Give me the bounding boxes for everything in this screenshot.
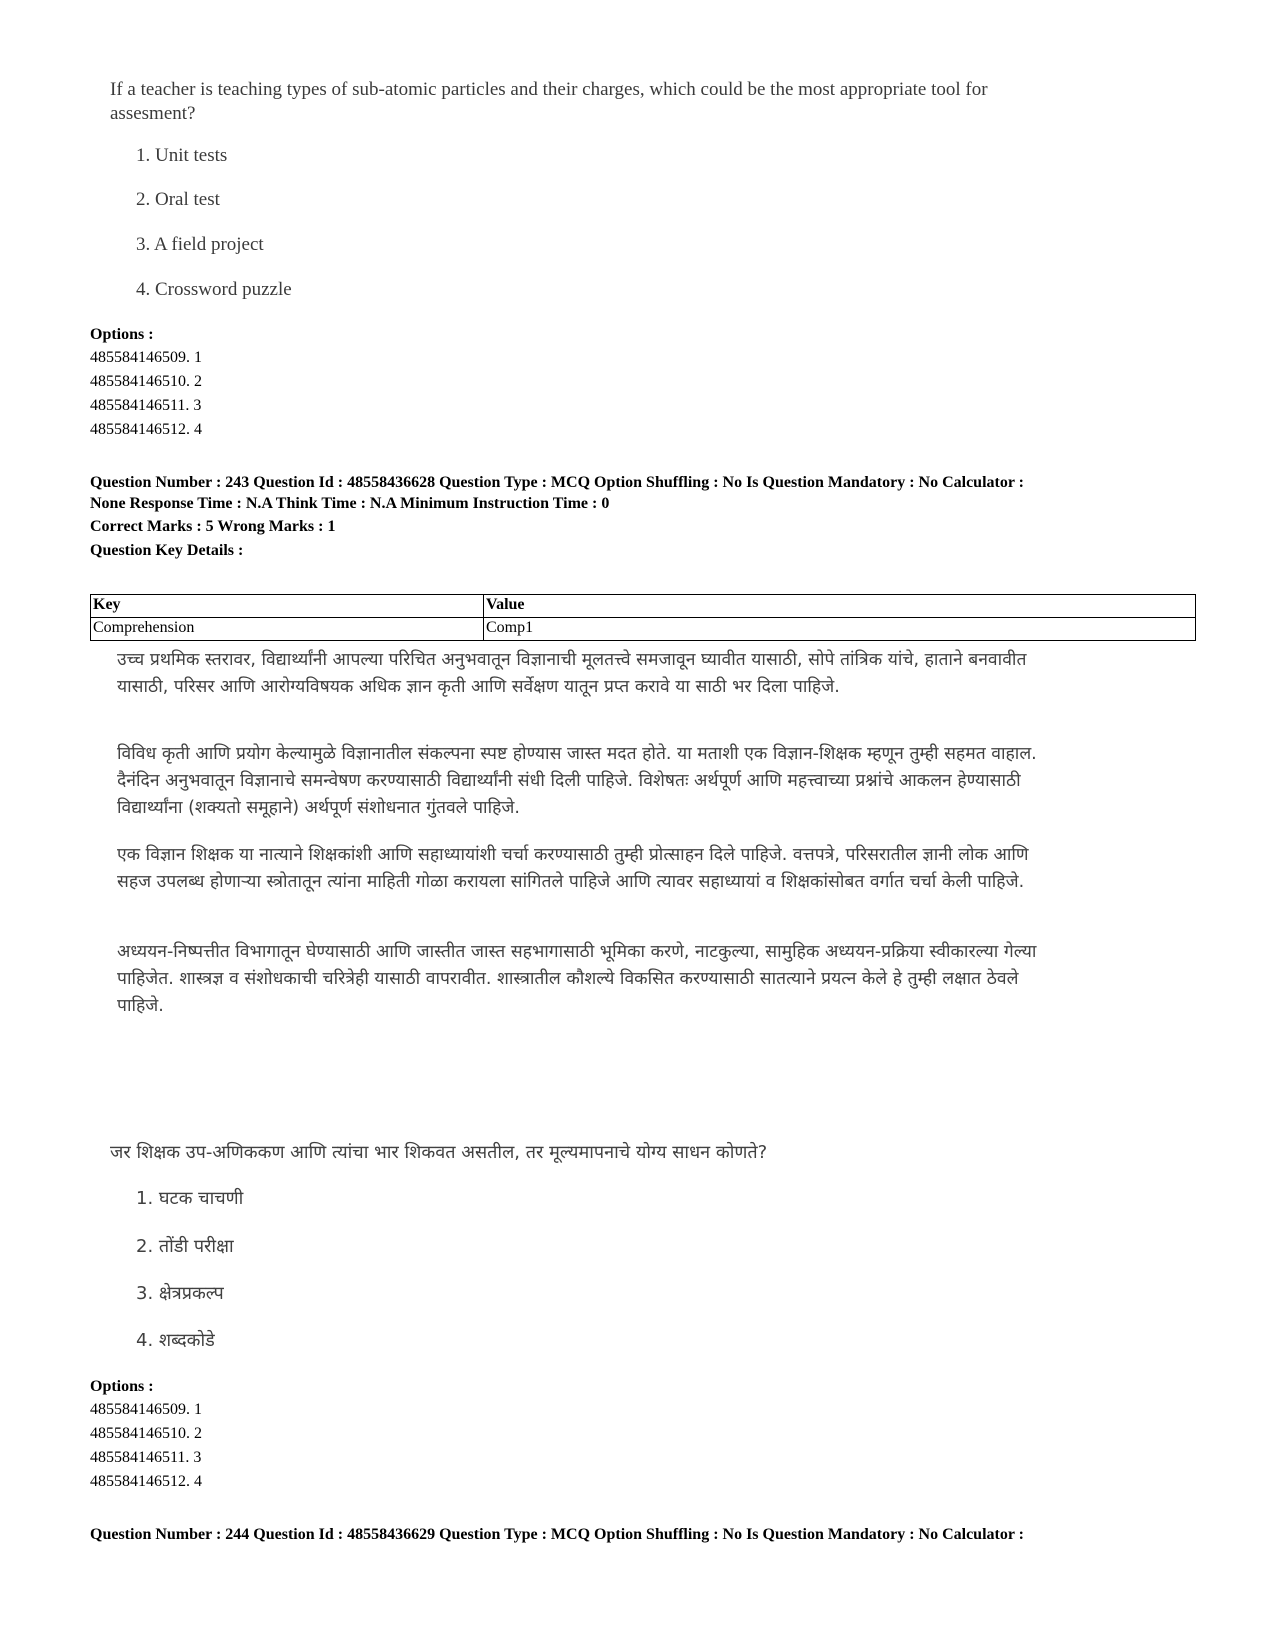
option-mr-4: 4. शब्दकोडे xyxy=(136,1330,215,1351)
table-cell: Comprehension xyxy=(91,618,484,641)
passage-paragraph: एक विज्ञान शिक्षक या नात्याने शिक्षकांशी आणि सहाध्यायांशी चर्चा करण्यासाठी तुम्ही प्रोत्साहन दिले पाहिजे. वत्तपत्रे, परिसरातील ज्ञानी लोक आणि सहज उपलब्ध होणाऱ्या स्त्रोतातून त्यांना माहिती गोळा करायला सांगितले पाहिजे आणि त्यावर सहाध्यायांं व शिक्षकांसोबत वर्गात चर्चा केली पाहिजे. xyxy=(117,845,1029,892)
passage-paragraph: विविध कृती आणि प्रयोग केल्यामुळे विज्ञानातील संकल्पना स्पष्ट होण्यास जास्त मदत होते. या मताशी एक विज्ञान-शिक्षक म्हणून तुम्ही सहमत वाहाल. दैनंदिन अनुभवातून विज्ञानाचे समन्वेषण करण्यासाठी विद्यार्थ्यांनी संधी दिली पाहिजे. विशेषतः अर्थपूर्ण आणि महत्त्वाच्या प्रश्नांचे आकलन हेण्यासाठी विद्यार्थ्यांना (शक्यतो समूहाने) अर्थपूर्ण संशोधनात गुंतवले पाहिजे. xyxy=(117,744,1037,818)
question-meta xyxy=(90,472,1210,514)
table-header-cell: Value xyxy=(484,595,1196,618)
option-en-3: 3. A field project xyxy=(136,234,264,255)
table-header-cell: Key xyxy=(91,595,484,618)
passage-paragraph: उच्च प्रथमिक स्तरावर, विद्यार्थ्यांनी आपल्या परिचित अनुभवातून विज्ञानाची मूलतत्त्वे समजावून घ्यावीत यासाठी, सोपे तांत्रिक यांचे, हाताने बनवावीत यासाठी, परिसर आणि आरोग्यविषयक अधिक ज्ञान कृती आणि सर्वेक्षण यातून प्रप्त करावे या साठी भर दिला पाहिजे. xyxy=(117,650,1027,697)
question-meta-line: Question Number : 243 Question Id : 48558436628 Question Type : MCQ Option Shuffling : No Is Question Mandatory : No Calculator : xyxy=(90,474,1024,491)
option-id: 485584146509. 1 xyxy=(90,1401,202,1418)
option-mr-1: 1. घटक चाचणी xyxy=(136,1188,244,1209)
key-details-table xyxy=(90,594,1196,641)
table-header-row xyxy=(91,595,1196,618)
option-en-2: 2. Oral test xyxy=(136,189,220,210)
table-cell: Comp1 xyxy=(484,618,1196,641)
option-id: 485584146512. 4 xyxy=(90,1473,202,1490)
option-id: 485584146511. 3 xyxy=(90,397,202,414)
options-label: Options : xyxy=(90,326,154,343)
key-details-label: Question Key Details : xyxy=(90,542,244,559)
question-meta-line: None Response Time : N.A Think Time : N.A Minimum Instruction Time : 0 xyxy=(90,495,610,512)
option-mr-3: 3. क्षेत्रप्रकल्प xyxy=(136,1283,224,1304)
question-text-en: If a teacher is teaching types of sub-atomic particles and their charges, which could be the most appropriate tool for assesment? xyxy=(110,79,988,124)
table-row xyxy=(91,618,1196,641)
passage-paragraph: अध्ययन-निष्पत्तीत विभागातून घेण्यासाठी आणि जास्तीत जास्त सहभागासाठी भूमिका करणे, नाटकुल्या, सामुहिक अध्ययन-प्रक्रिया स्वीकारल्या गेल्या पाहिजेत. शास्त्रज्ञ व संशोधकाची चरित्रेही यासाठी वापरावीत. शास्त्रातील कौशल्ये विकसित करण्यासाठी सातत्याने प्रयत्न केले हे तुम्ही लक्षात ठेवले पाहिजे. xyxy=(117,942,1037,1016)
option-en-4: 4. Crossword puzzle xyxy=(136,279,292,300)
option-en-1: 1. Unit tests xyxy=(136,145,228,166)
option-id: 485584146512. 4 xyxy=(90,421,202,438)
option-id: 485584146511. 3 xyxy=(90,1449,202,1466)
question-meta-line: Question Number : 244 Question Id : 48558436629 Question Type : MCQ Option Shuffling : No Is Question Mandatory : No Calculator : xyxy=(90,1526,1024,1543)
options-label: Options : xyxy=(90,1378,154,1395)
option-mr-2: 2. तोंडी परीक्षा xyxy=(136,1236,234,1257)
question-text-mr: जर शिक्षक उप-अणिककण आणि त्यांचा भार शिकवत असतील, तर मूल्यमापनाचे योग्य साधन कोणते? xyxy=(110,1142,768,1163)
option-id: 485584146510. 2 xyxy=(90,373,202,390)
marks-line: Correct Marks : 5 Wrong Marks : 1 xyxy=(90,518,336,535)
option-id: 485584146510. 2 xyxy=(90,1425,202,1442)
option-id: 485584146509. 1 xyxy=(90,349,202,366)
